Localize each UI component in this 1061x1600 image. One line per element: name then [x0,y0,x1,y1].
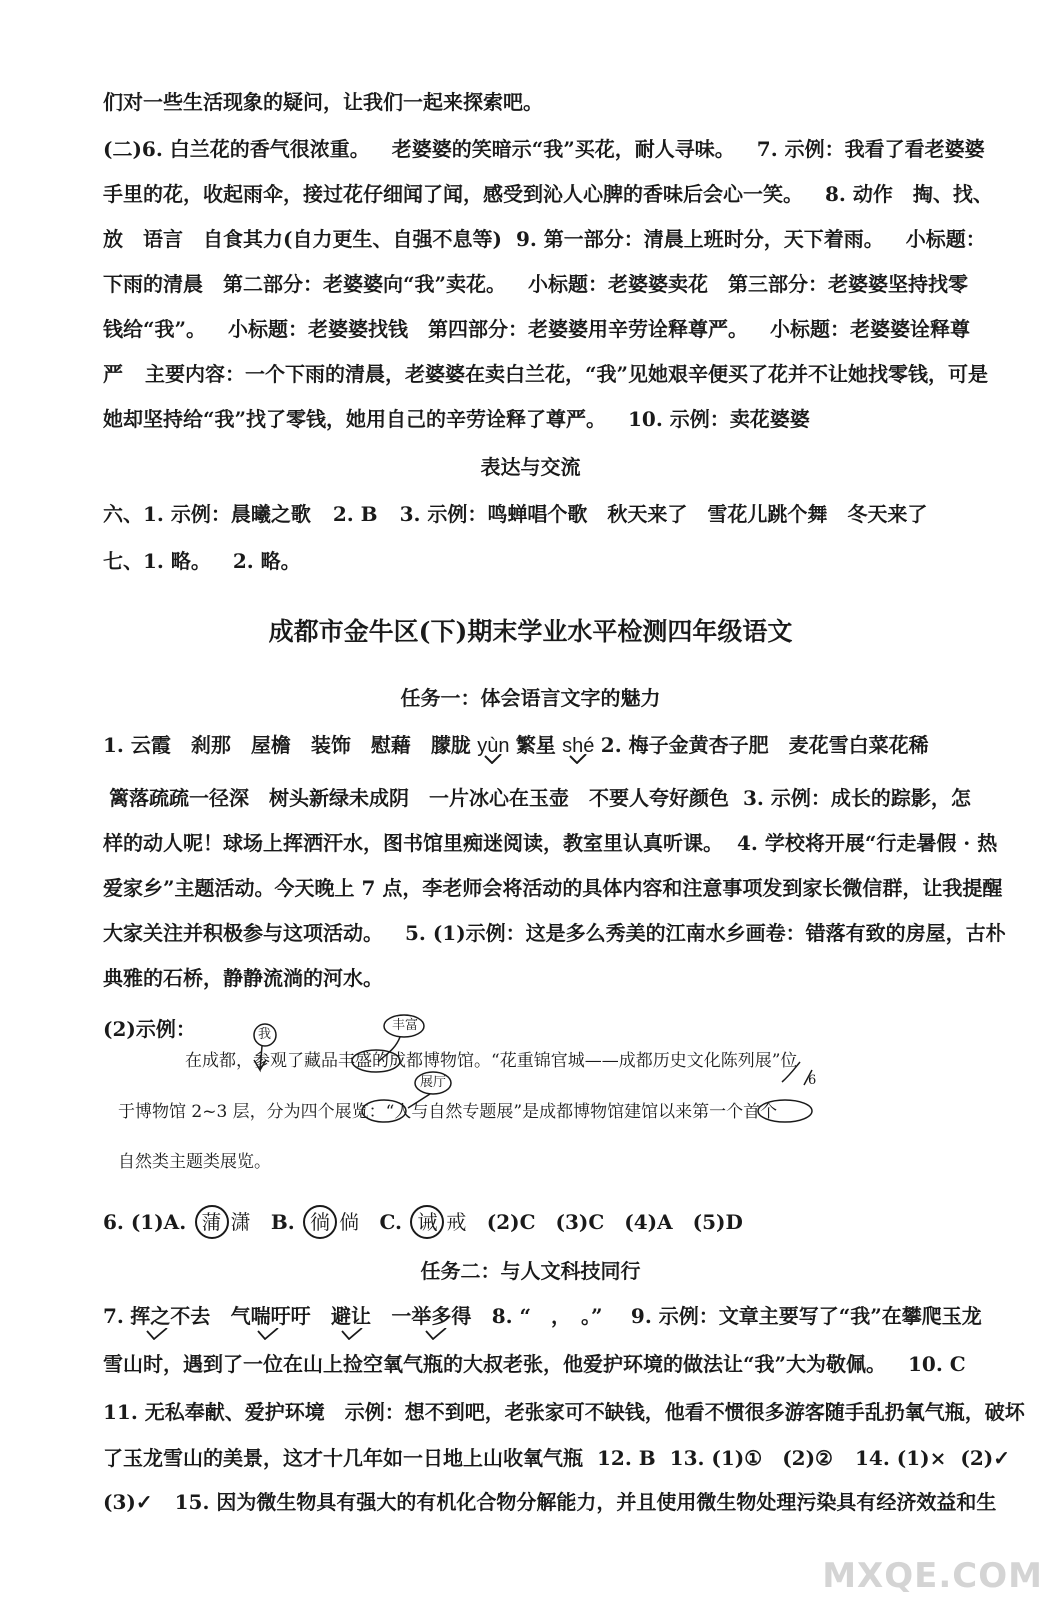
text-line [103,135,985,163]
text-line [103,1350,966,1378]
text-line: 们对一些生活现象的疑问，让我们一起来探索吧。 [103,90,543,114]
text-line [103,315,970,343]
text-line [103,1302,982,1330]
answer-segment: 15. 因为微生物具有强大的有机化合物分解能力，并且使用微生物处理污染具有经济效益和生 [174,1490,997,1514]
answer-segment: 挥之不去 [130,1302,210,1330]
answer-segment: 避让 [331,1302,371,1330]
text-line [103,360,988,388]
text-line: 典雅的石桥，静静流淌的河水。 [103,966,383,990]
answer-segment: 8. “ ， 。” [491,1304,603,1328]
answer-segment: 了玉龙雪山的美景，这才十几年如一日地上山收氧气瓶 [103,1446,583,1470]
figure-line: 在成都，参观了藏品丰盛的成都博物馆。“花重锦官城——成都历史文化陈列展”位 [185,1051,798,1071]
text-line [103,919,1006,947]
section-heading: 任务二：与人文科技同行 [420,1259,641,1283]
answer-segment: 10. C [908,1352,966,1376]
text-line [103,1205,743,1239]
check-icon [569,754,587,764]
check-mark: ✓ [993,1446,1010,1470]
insert-mark-text: 丰富 [392,1018,419,1033]
answer-segment: 大家关注并积极参与这项活动。 [103,921,383,945]
text-line [103,829,997,857]
answer-segment: 2. 梅子金黄杏子肥 麦花雪白菜花稀 [600,733,929,757]
text-line [103,1488,996,1516]
answer-segment: 倘 [339,1210,360,1234]
answer-segment: (2) [960,1446,994,1470]
check-icon [146,1328,168,1340]
check-icon [341,1328,363,1340]
delete-mark-text: 6 [808,1073,817,1088]
insert-mark-text: 我 [258,1027,272,1042]
answer-segment: 1. 云霞 刹那 屋檐 装饰 慰藉 朦胧 [103,733,471,757]
answer-segment: 8. 动作 掏、找、 [825,182,993,206]
answer-segment: 雪山时，遇到了一位在山上捡空氧气瓶的大叔老张，他爱护环境的做法让“我”大为敬佩。 [103,1352,887,1376]
answer-segment: 她却坚持给“我”找了零钱，她用自己的辛劳诠释了尊严。 [103,407,607,431]
watermark-logo: MXQE.COM [822,1556,1043,1596]
answer-segment: 2. 略。 [232,549,301,573]
answer-segment: 14. (1) [854,1446,930,1470]
answer-segment: 放 语言 自食其力(自力更生、自强不息等) [103,227,502,251]
text-line: 爱家乡”主题活动。今天晚上 7 点，李老师会将活动的具体内容和注意事项发到家长微信群，让我提醒 [103,876,1003,900]
answer-segment: 严 [103,362,123,386]
answer-segment: 一举多得 [391,1302,471,1330]
answer-segment: 钱给“我”。 [103,317,207,341]
answer-segment: 小标题：老婆婆卖花 第三部分：老婆婆坚持找零 [528,272,969,296]
figure-line: 于博物馆 2~3 层，分为四个展览：“人与自然专题展”是成都博物馆建馆以来第一个首个 [118,1102,778,1122]
answer-segment: 篱落疏疏一径深 树头新绿未成阴 一片冰心在玉壶 不要人夸好颜色 [109,786,729,810]
answer-segment: 潇 [230,1210,251,1234]
answer-segment: 13. (1)① (2)② [669,1446,833,1470]
answer-segment: 5. (1)示例：这是多么秀美的江南水乡画卷：错落有致的房屋，古朴 [405,921,1006,945]
answer-segment: 7. 示例：我看了看老婆婆 [756,137,985,161]
pinyin-correction: shé [562,732,594,760]
answer-segment: 10. 示例：卖花婆婆 [628,407,810,431]
circled-char: 诫 [410,1205,444,1239]
answer-segment: 下雨的清晨 第二部分：老婆婆向“我”卖花。 [103,272,507,296]
answer-segment: C. [379,1210,403,1234]
text-line [103,225,986,253]
answer-segment: 12. B [597,1446,656,1470]
answer-segment: 4. 学校将开展“行走暑假 · 热 [737,831,998,855]
cross-mark: × [929,1446,947,1470]
text-line [103,270,968,298]
figure-line: 自然类主题类展览。 [118,1152,271,1172]
answer-segment: (二)6. 白兰花的香气很浓重。 [103,137,370,161]
answer-segment: 2. B [332,502,378,526]
answer-segment: 老婆婆的笑暗示“我”买花，耐人寻味。 [391,137,735,161]
text-line [103,180,993,208]
section-heading: 表达与交流 [480,455,581,479]
text-line [103,731,929,760]
circled-char: 蒲 [195,1205,229,1239]
answer-segment: 小标题： [905,227,986,251]
circled-char: 徜 [303,1205,337,1239]
text-line [103,1444,1010,1472]
answer-segment: 七、1. 略。 [103,549,211,573]
answer-segment: (2)C (3)C (4)A (5)D [486,1210,743,1234]
pinyin-correction: yùn [477,732,509,760]
text-line: (2)示例： [103,1017,196,1041]
insert-mark-text: 展厅 [420,1075,447,1090]
answer-segment: 3. 示例：鸣蝉唱个歌 秋天来了 雪花儿跳个舞 冬天来了 [399,502,928,526]
page-title: 成都市金牛区(下)期末学业水平检测四年级语文 [268,617,793,646]
answer-segment: B. [270,1210,295,1234]
answer-segment: 3. 示例：成长的踪影，怎 [743,786,971,810]
check-icon [484,754,502,764]
answer-segment: 六、1. 示例：晨曦之歌 [103,502,311,526]
text-line [103,500,927,528]
answer-segment: 9. 示例：文章主要写了“我”在攀爬玉龙 [630,1304,982,1328]
answer-segment: 9. 第一部分：清晨上班时分，天下着雨。 [515,227,884,251]
answer-segment: 主要内容：一个下雨的清晨，老婆婆在卖白兰花，“我”见她艰辛便买了花并不让她找零钱，可是 [145,362,989,386]
check-icon [425,1328,447,1340]
answer-segment: 7. [103,1304,124,1328]
answer-segment: 小标题：老婆婆找钱 第四部分：老婆婆用辛劳诠释尊严。 [228,317,749,341]
text-line [109,784,971,812]
text-line: 11. 无私奉献、爱护环境 示例：想不到吧，老张家可不缺钱，他看不惯很多游客随手乱扔氧气瓶，破坏 [103,1400,1025,1424]
answer-segment: 样的动人呢！球场上挥洒汗水，图书馆里痴迷阅读，教室里认真听课。 [103,831,723,855]
answer-segment: 气喘吁吁 [231,1302,311,1330]
check-icon [257,1328,279,1340]
section-heading: 任务一：体会语言文字的魅力 [400,686,661,710]
text-line [103,547,301,575]
answer-segment: 手里的花，收起雨伞，接过花仔细闻了闻，感受到沁人心脾的香味后会心一笑。 [103,182,803,206]
answer-segment: 6. (1)A. [103,1210,187,1234]
answer-segment: 小标题：老婆婆诠释尊 [770,317,971,341]
answer-segment: (3) [103,1490,136,1514]
answer-segment: 繁星 [515,733,556,757]
answer-segment: 戒 [446,1210,467,1234]
text-line [103,405,810,433]
check-mark: ✓ [135,1490,153,1514]
